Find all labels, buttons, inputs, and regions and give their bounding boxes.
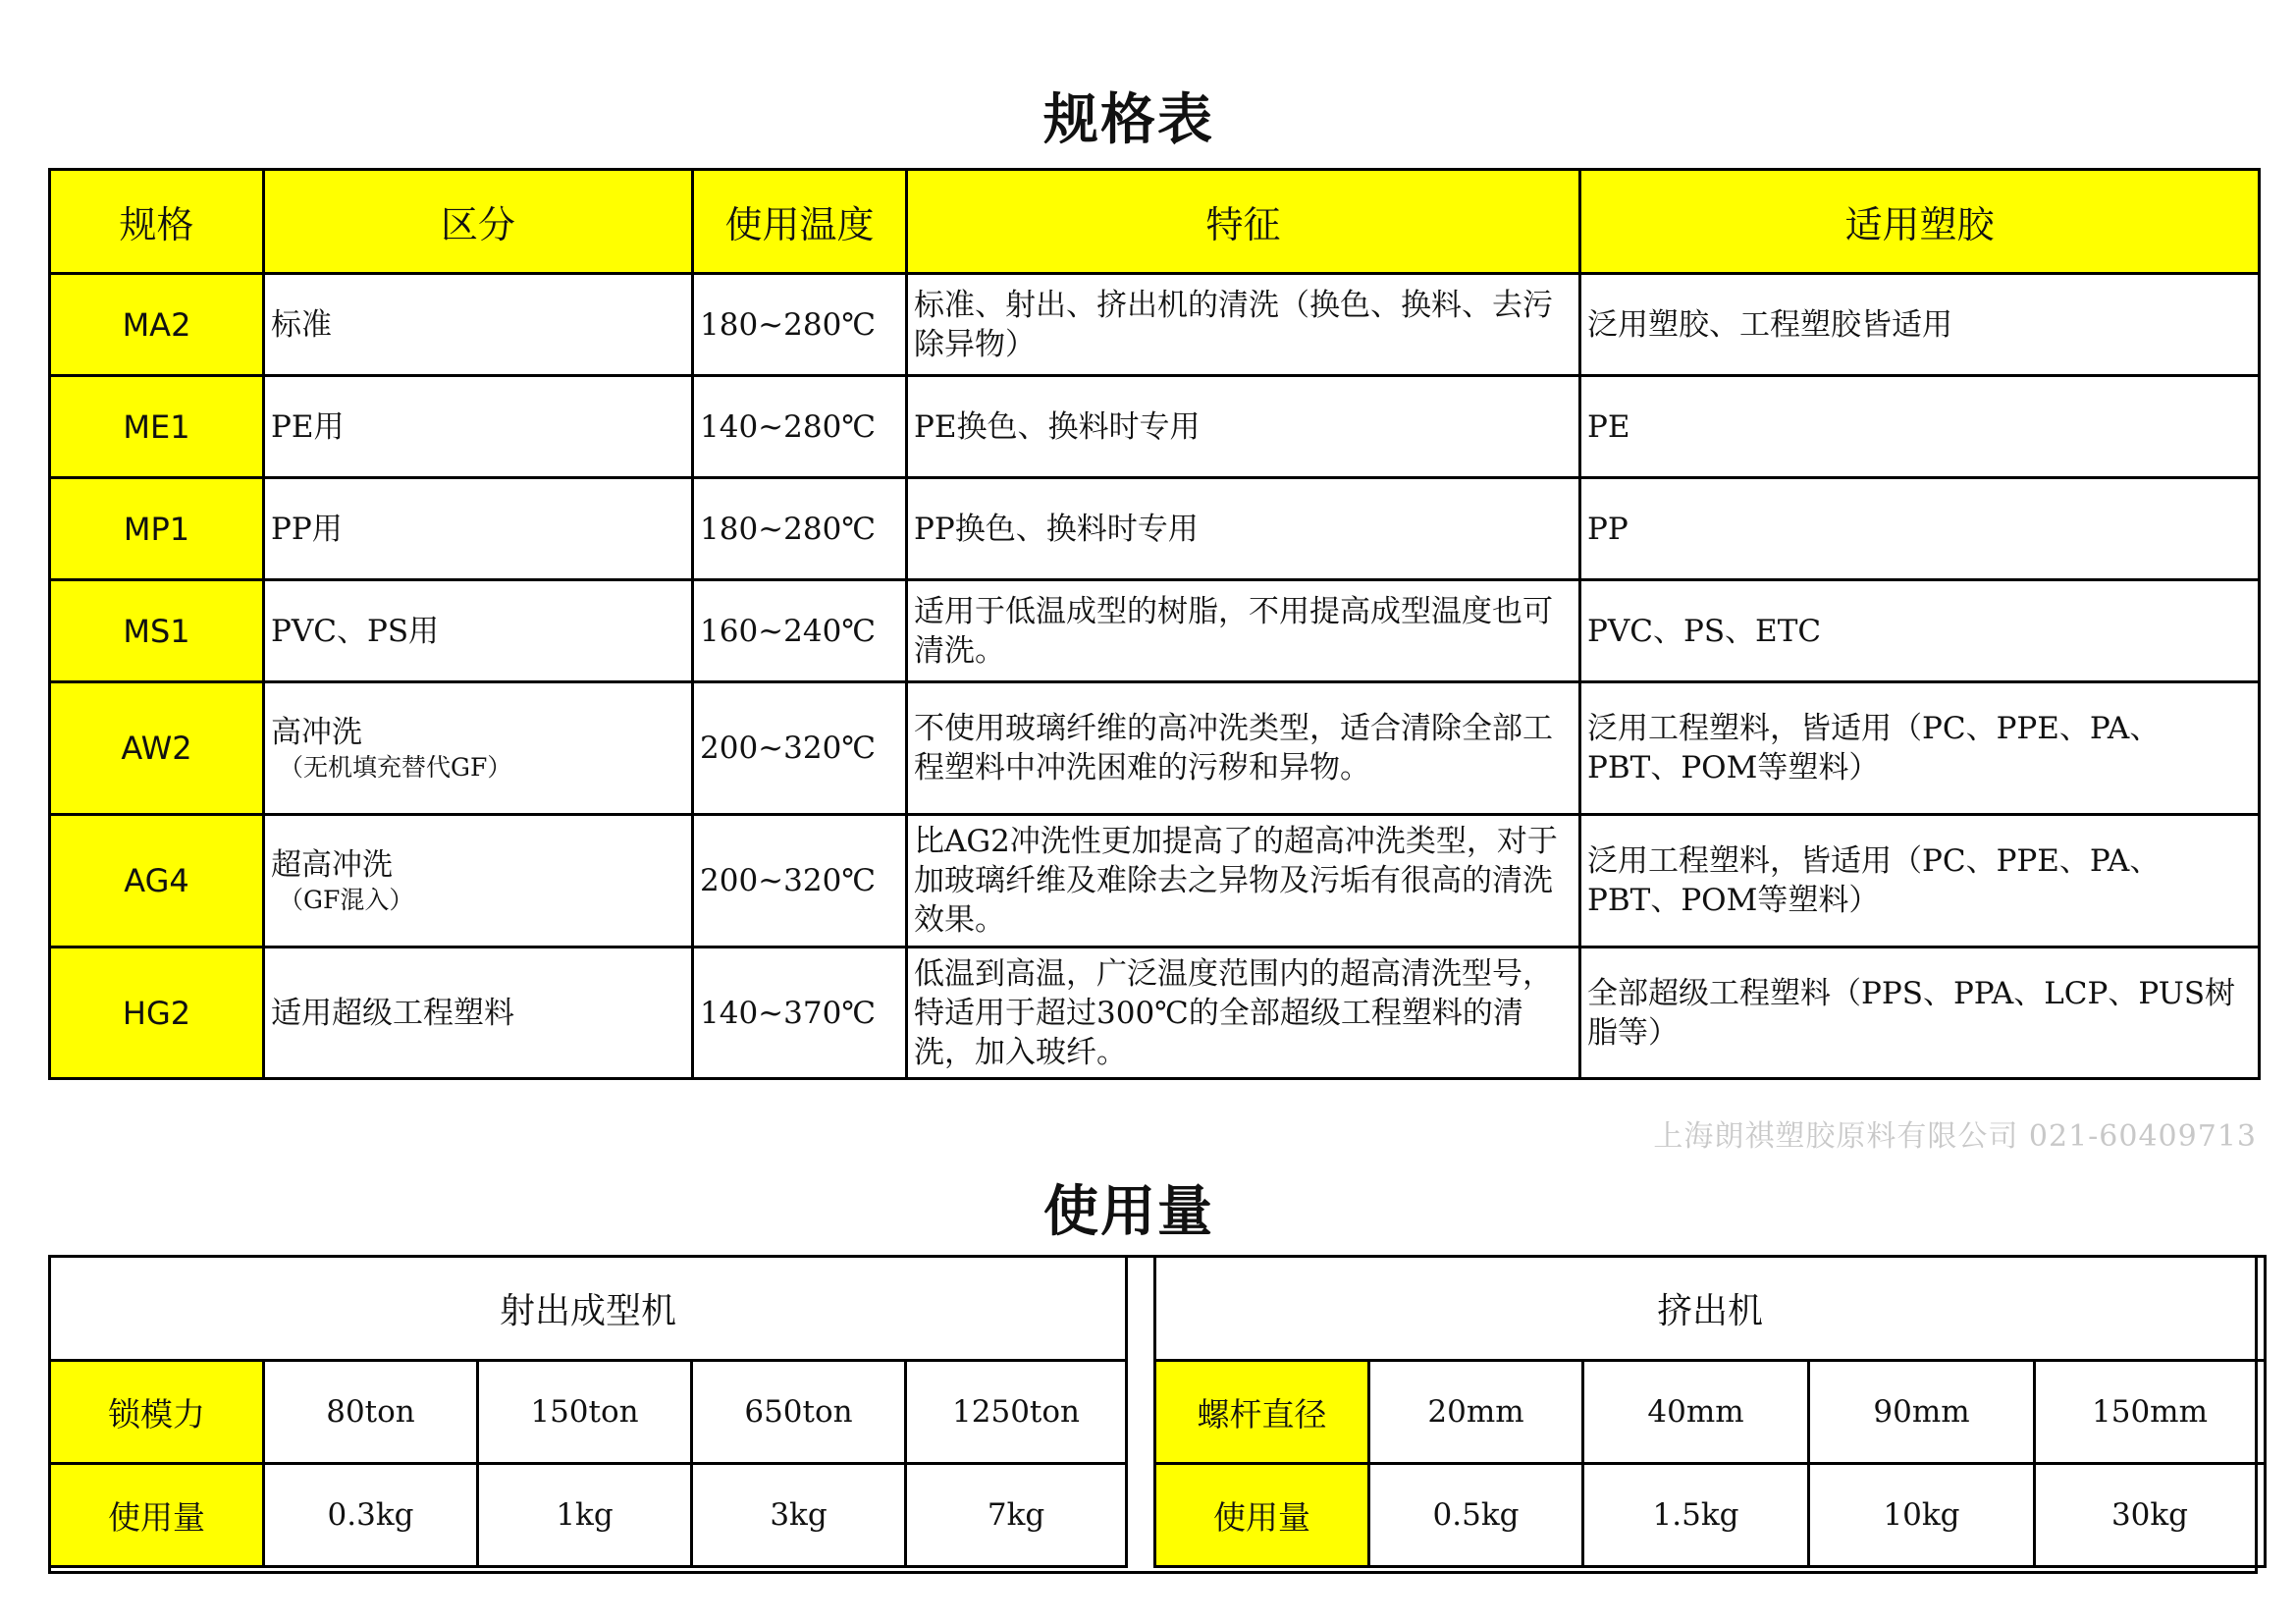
usage-amount-value: 30kg — [2035, 1464, 2266, 1567]
header-temperature: 使用温度 — [693, 170, 907, 274]
clamping-force-value: 150ton — [478, 1361, 692, 1464]
spec-temperature: 160~240℃ — [693, 580, 907, 682]
usage-amount-value: 7kg — [906, 1464, 1127, 1567]
usage-amount-value: 1.5kg — [1583, 1464, 1809, 1567]
company-contact: 上海朗祺塑胶原料有限公司 021-60409713 — [1653, 1119, 2257, 1154]
injection-usage-table — [48, 1255, 1128, 1568]
spec-code: HG2 — [50, 947, 264, 1079]
usage-table-title: 使用量 — [1043, 1180, 1214, 1244]
spec-temperature: 180~280℃ — [693, 478, 907, 580]
screw-diameter-value: 20mm — [1369, 1361, 1583, 1464]
spec-code: AW2 — [50, 682, 264, 815]
spec-category — [264, 478, 693, 580]
spec-plastic: PE — [1580, 376, 2260, 478]
spec-category — [264, 682, 693, 815]
clamping-force-value: 650ton — [692, 1361, 906, 1464]
table-row — [50, 682, 2260, 815]
spec-plastic: 泛用工程塑料，皆适用（PC、PPE、PA、PBT、POM等塑料） — [1580, 682, 2260, 815]
spec-table-title: 规格表 — [1043, 88, 1214, 152]
category-label: PE用 — [271, 408, 345, 445]
spec-category — [264, 274, 693, 376]
spec-code: MA2 — [50, 274, 264, 376]
spec-plastic: PP — [1580, 478, 2260, 580]
category-label: PVC、PS用 — [271, 613, 440, 649]
injection-machine-title: 射出成型机 — [50, 1257, 1127, 1361]
table-row — [50, 376, 2260, 478]
spec-feature: PP换色、换料时专用 — [907, 478, 1580, 580]
extruder-usage-row — [1155, 1464, 2266, 1567]
spec-temperature: 200~320℃ — [693, 682, 907, 815]
spec-code: ME1 — [50, 376, 264, 478]
usage-amount-value: 3kg — [692, 1464, 906, 1567]
header-feature: 特征 — [907, 170, 1580, 274]
spec-temperature: 140~370℃ — [693, 947, 907, 1079]
header-plastic: 适用塑胶 — [1580, 170, 2260, 274]
spec-temperature: 140~280℃ — [693, 376, 907, 478]
spec-category — [264, 815, 693, 947]
clamping-force-value: 1250ton — [906, 1361, 1127, 1464]
screw-diameter-label: 螺杆直径 — [1155, 1361, 1369, 1464]
usage-amount-label: 使用量 — [1155, 1464, 1369, 1567]
usage-amount-value: 1kg — [478, 1464, 692, 1567]
spec-header-row — [50, 170, 2260, 274]
extruder-usage-table — [1153, 1255, 2267, 1568]
spec-feature: 标准、射出、挤出机的清洗（换色、换料、去污除异物） — [907, 274, 1580, 376]
clamping-force-value: 80ton — [264, 1361, 478, 1464]
spec-feature: 低温到高温，广泛温度范围内的超高清洗型号，特适用于超过300℃的全部超级工程塑料的清洗，加入玻纤。 — [907, 947, 1580, 1079]
screw-diameter-value: 40mm — [1583, 1361, 1809, 1464]
spec-plastic: 泛用塑胶、工程塑胶皆适用 — [1580, 274, 2260, 376]
spec-plastic: 泛用工程塑料，皆适用（PC、PPE、PA、PBT、POM等塑料） — [1580, 815, 2260, 947]
usage-section — [48, 1255, 2258, 1574]
injection-header-row — [50, 1257, 1127, 1361]
table-row — [50, 274, 2260, 376]
extruder-header-row — [1155, 1257, 2266, 1361]
spec-feature: 比AG2冲洗性更加提高了的超高冲洗类型，对于加玻璃纤维及难除去之异物及污垢有很高的清洗效果。 — [907, 815, 1580, 947]
category-label: 高冲洗 — [271, 715, 362, 750]
usage-amount-value: 0.5kg — [1369, 1464, 1583, 1567]
usage-amount-value: 10kg — [1809, 1464, 2035, 1567]
clamping-force-label: 锁模力 — [50, 1361, 264, 1464]
header-spec: 规格 — [50, 170, 264, 274]
spec-category — [264, 376, 693, 478]
table-row — [50, 815, 2260, 947]
spec-code: AG4 — [50, 815, 264, 947]
spec-plastic: 全部超级工程塑料（PPS、PPA、LCP、PUS树脂等） — [1580, 947, 2260, 1079]
extruder-param-row — [1155, 1361, 2266, 1464]
category-note: （GF混入） — [279, 886, 414, 914]
table-row — [50, 947, 2260, 1079]
spec-category — [264, 580, 693, 682]
spec-feature: 不使用玻璃纤维的高冲洗类型，适合清除全部工程塑料中冲洗困难的污秽和异物。 — [907, 682, 1580, 815]
spec-category — [264, 947, 693, 1079]
category-label: 适用超级工程塑料 — [271, 995, 514, 1031]
usage-amount-value: 0.3kg — [264, 1464, 478, 1567]
table-row — [50, 580, 2260, 682]
spec-table — [48, 168, 2261, 1080]
table-row — [50, 478, 2260, 580]
spec-temperature: 180~280℃ — [693, 274, 907, 376]
spec-code: MP1 — [50, 478, 264, 580]
category-label: 超高冲洗 — [271, 847, 393, 883]
spec-temperature: 200~320℃ — [693, 815, 907, 947]
spec-code: MS1 — [50, 580, 264, 682]
category-label: PP用 — [271, 511, 343, 547]
screw-diameter-value: 150mm — [2035, 1361, 2266, 1464]
spec-feature: 适用于低温成型的树脂，不用提高成型温度也可清洗。 — [907, 580, 1580, 682]
spec-feature: PE换色、换料时专用 — [907, 376, 1580, 478]
header-category: 区分 — [264, 170, 693, 274]
spec-plastic: PVC、PS、ETC — [1580, 580, 2260, 682]
injection-param-row — [50, 1361, 1127, 1464]
screw-diameter-value: 90mm — [1809, 1361, 2035, 1464]
category-label: 标准 — [271, 306, 332, 343]
category-note: （无机填充替代GF） — [279, 753, 512, 782]
injection-usage-row — [50, 1464, 1127, 1567]
extruder-machine-title: 挤出机 — [1155, 1257, 2266, 1361]
usage-amount-label: 使用量 — [50, 1464, 264, 1567]
